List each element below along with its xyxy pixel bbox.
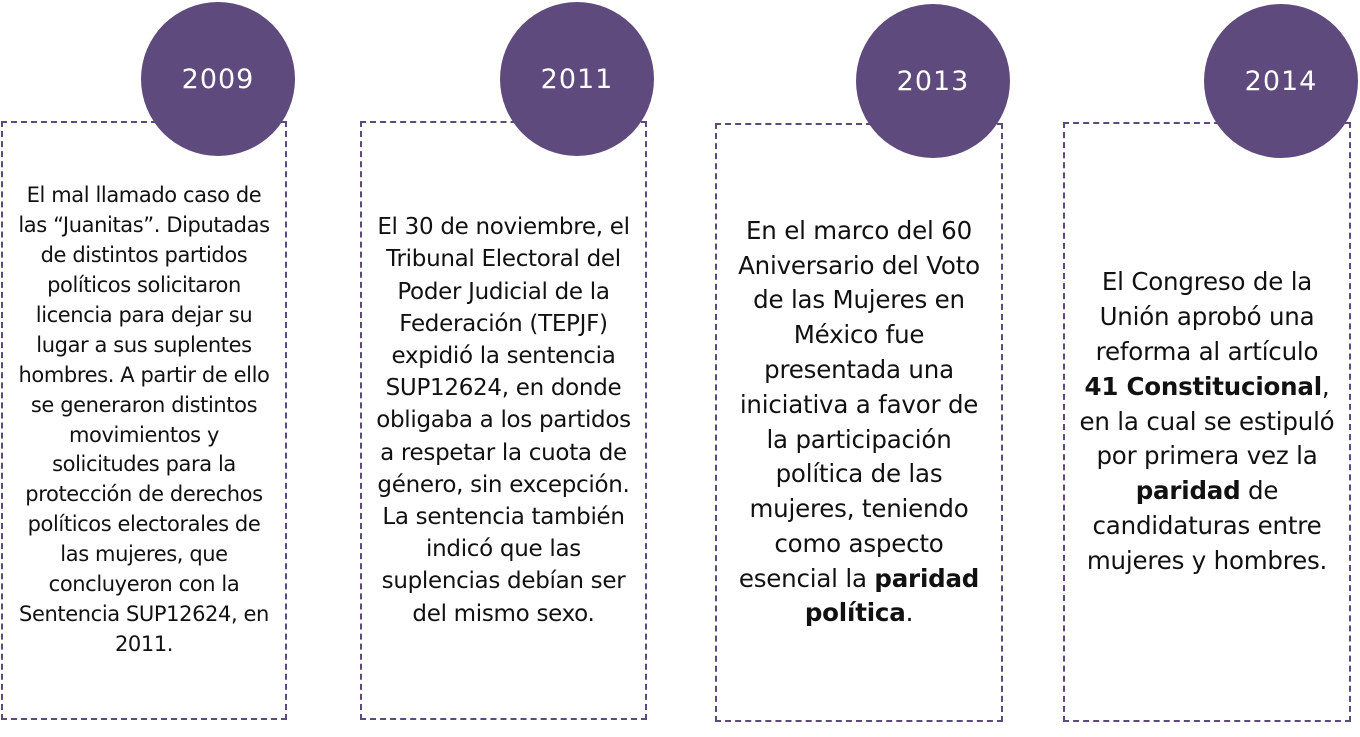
- timeline-paragraph-2013: [729, 214, 989, 632]
- timeline-text-2013: [717, 214, 1001, 632]
- timeline-paragraph-2011: El 30 de noviembre, el Tribunal Electoral del Poder Judicial de la Federación (TEPJF) expidió la sentencia SUP12624, en donde obligaba a los partidos a respetar la cuota de género, sin excepción.: [376, 214, 631, 498]
- year-badge-2013: [856, 4, 1010, 158]
- timeline-text-2014: [1065, 265, 1349, 578]
- timeline-paragraph-2009: El mal llamado caso de las “Juanitas”. Diputadas de distintos partidos políticos solicitaron licencia para dejar su lugar a sus suplentes hombres. A partir de ello se generaron distintos movimientos y solicitudes para la protección de derechos políticos electorales de las mujeres, que concluyeron con la Sentencia SUP12624, en 2011.: [18, 183, 270, 656]
- text-2013-start: En el marco del 60 Aniversario del Voto de las Mujeres en México fue presentada una iniciativa a favor de la participación política de las mujeres, teniendo como aspecto esencial la: [738, 215, 980, 593]
- highlight-41-constitucional: 41 Constitucional: [1084, 371, 1322, 401]
- timeline-text-2009: [3, 181, 285, 660]
- timeline-card-2013: [715, 123, 1003, 722]
- text-2014-middle: , en la cual se estipuló por primera vez la: [1079, 371, 1335, 471]
- timeline-card-2011: [360, 121, 647, 720]
- timeline-paragraph-2011-b: La sentencia también indicó que las suplencias debían ser del mismo sexo.: [381, 504, 626, 627]
- highlight-paridad-politica: paridad política: [804, 563, 980, 628]
- text-2014-end: de candidaturas entre mujeres y hombres.: [1086, 476, 1328, 575]
- year-label-2009: 2009: [181, 63, 255, 95]
- year-badge-2011: [500, 2, 654, 156]
- year-label-2014: 2014: [1244, 65, 1318, 97]
- text-2013-end: .: [905, 598, 914, 628]
- year-badge-2009: [141, 2, 295, 156]
- timeline-paragraph-2014: [1077, 265, 1337, 578]
- timeline-text-2011: [362, 211, 645, 630]
- year-label-2011: 2011: [540, 63, 614, 95]
- text-2014-start: El Congreso de la Unión aprobó una reforma al artículo: [1095, 267, 1319, 366]
- year-label-2013: 2013: [896, 65, 970, 97]
- timeline-card-2014: [1063, 122, 1351, 722]
- highlight-paridad: paridad: [1135, 476, 1241, 506]
- timeline-card-2009: [1, 121, 287, 720]
- year-badge-2014: [1204, 4, 1358, 158]
